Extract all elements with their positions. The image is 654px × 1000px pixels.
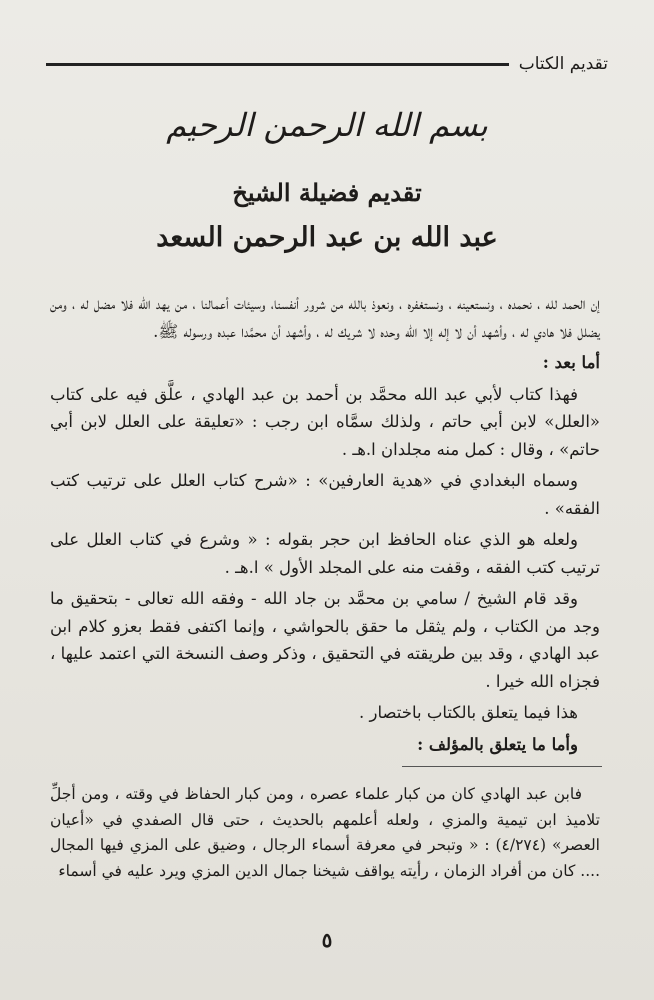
paragraph-baghdadi: وسماه البغدادي في «هدية العارفين» : «شرح كتاب العلل على ترتيب كتب الفقه» . <box>50 471 600 518</box>
running-head-rule <box>46 63 509 66</box>
paragraph-author-heading: وأما ما يتعلق بالمؤلف : <box>417 734 578 754</box>
page-number: ٥ <box>321 928 333 952</box>
paragraph-amma-baad: أما بعد : <box>542 353 600 372</box>
basmala-calligraphy: بسم الله الرحمن الرحيم <box>166 106 488 144</box>
paragraph-opening: إن الحمد لله ، نحمده ، ونستعينه ، ونستغفره ، ونعوذ بالله من شرور أنفسنا، وسيئات أعمالنا ، من يهد الله فلا مضل له ، ومن يضلل فلا هادي له ، وأشهد أن لا إله إلا الله وحده لا شريك له ، وأشهد أن محمَّدا عبده ورسوله ﷺ. <box>50 294 600 341</box>
paragraph-editor: وقد قام الشيخ / سامي بن محمَّد بن جاد الله - وفقه الله تعالى - بتحقيق ما وجد من الكتاب ، ولم يثقل ما حقق بالحواشي ، وإنما اكتفى فقط بعزو كلام ابن عبد الهادي ، وقد بين طريقته في التحقيق ، وذكر وصف النسخة التي اعتمد عليها ، فجزاه الله خيرا . <box>50 589 600 691</box>
paragraph-ibn-abdulhadi: فابن عبد الهادي كان من كبار علماء عصره ، ومن كبار الحفاظ في وقته ، ومن أجلِّ تلاميذ ابن تيمية والمزي ، ولعله أعلمهم بالحديث ، حتى قال الصفدي في «أعيان العصر» (٤/٢٧٤) : « وتبحر في معرفة أسماء الرجال ، وضيق على المزي فيها المجال .... كان من أفراد الزمان ، رأيته يواقف شيخنا جمال الدين المزي ويرد عليه في أسماء <box>50 785 600 880</box>
paragraph-book-intro: فهذا كتاب لأبي عبد الله محمَّد بن أحمد بن عبد الهادي ، علَّق فيه على كتاب «العلل» لابن أبي حاتم ، ولذلك سمَّاه ابن رجب : «تعليقة على العلل لابن أبي حاتم» ، وقال : كمل منه مجلدان ا.هـ . <box>50 384 600 459</box>
author-section-text <box>50 782 600 884</box>
running-head-title: تقديم الكتاب <box>518 54 608 74</box>
preface-heading: تقديم فضيلة الشيخ <box>232 178 422 207</box>
footnote-divider <box>402 766 602 767</box>
main-text <box>50 290 600 762</box>
preface-author-name: عبد الله بن عبد الرحمن السعد <box>156 222 498 253</box>
paragraph-summary: هذا فيما يتعلق بالكتاب باختصار . <box>358 703 578 722</box>
paragraph-ibn-hajar: ولعله هو الذي عناه الحافظ ابن حجر بقوله : « وشرع في كتاب العلل على ترتيب كتب الفقه ، وقفت منه على المجلد الأول » ا.هـ . <box>50 530 600 577</box>
running-head <box>46 54 608 74</box>
